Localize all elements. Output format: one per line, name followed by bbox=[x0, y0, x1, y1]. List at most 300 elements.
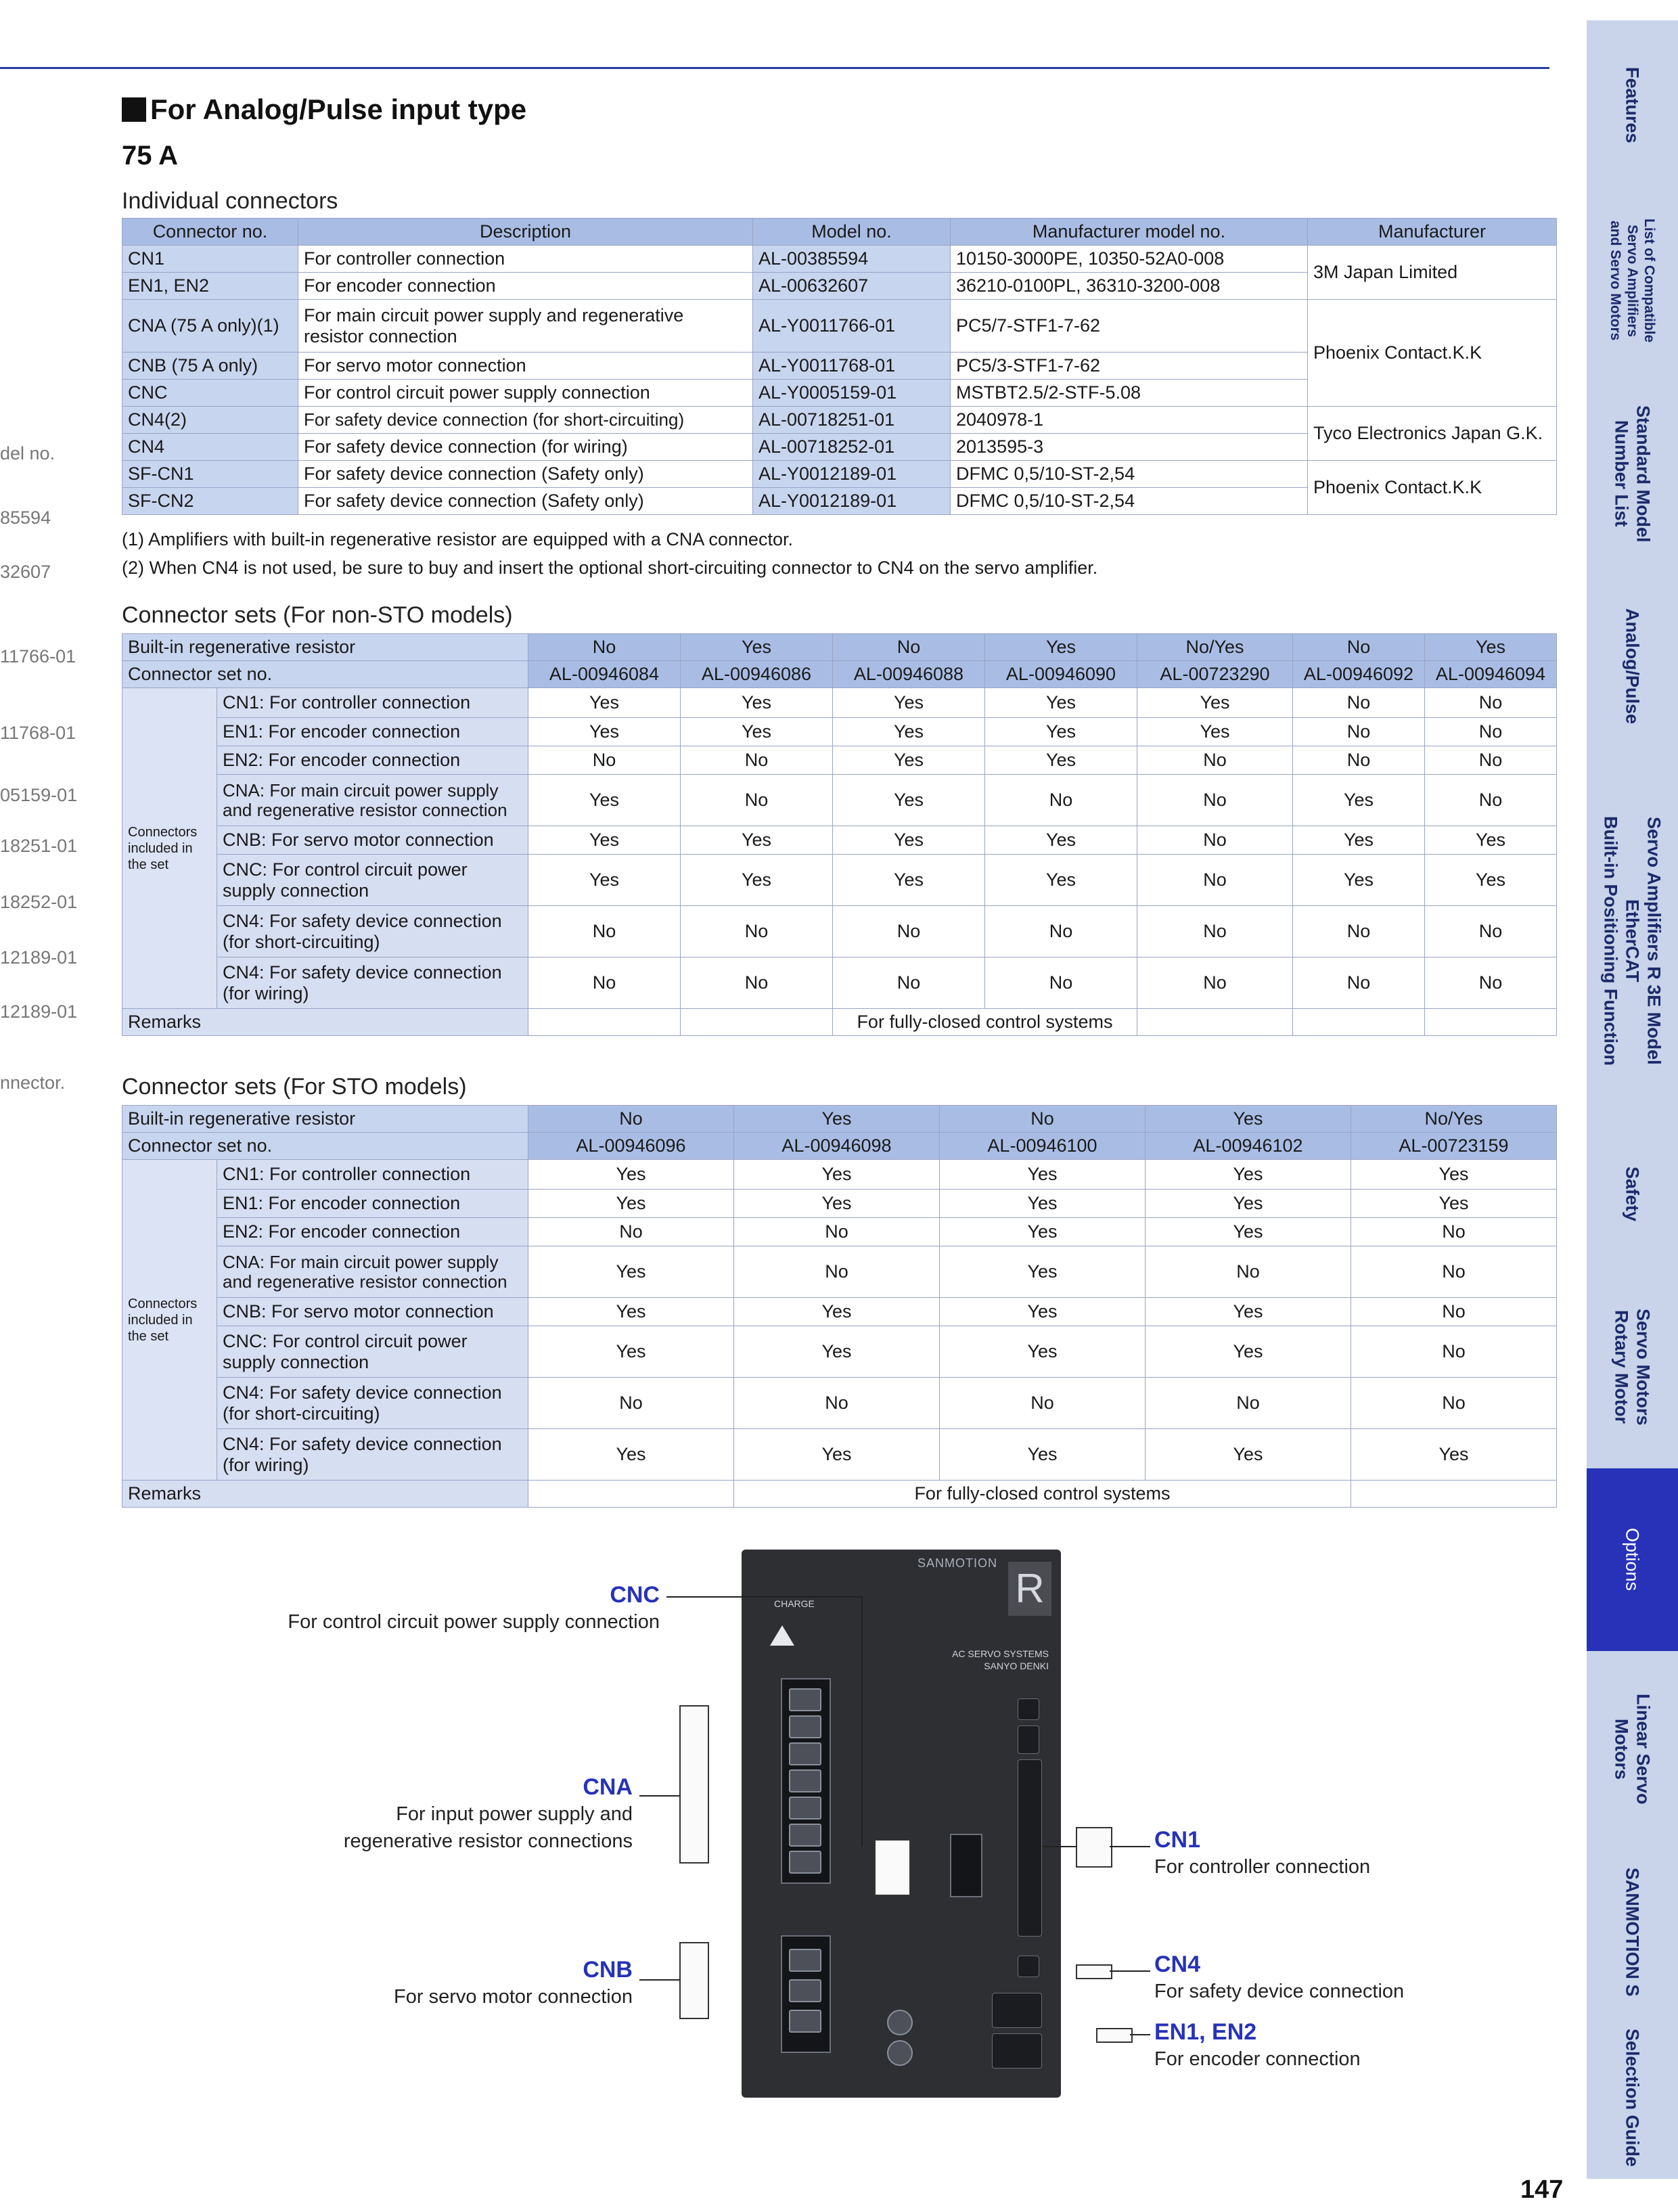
tab-servo-motors[interactable] bbox=[1587, 1265, 1678, 1472]
table-row bbox=[122, 407, 1557, 434]
ghost-text: 11766-01 bbox=[0, 646, 76, 667]
cell: No bbox=[833, 634, 985, 661]
cell: Yes bbox=[1293, 855, 1425, 906]
ghost-text: 12189-01 bbox=[0, 1001, 78, 1022]
cell: Yes bbox=[985, 746, 1137, 775]
cn1-plug-illustration bbox=[1076, 1827, 1112, 1868]
cell: Yes bbox=[1293, 775, 1425, 826]
cell: No bbox=[985, 957, 1137, 1009]
connector-no: CN1 bbox=[122, 246, 298, 273]
cell: Yes bbox=[528, 855, 681, 906]
table-row bbox=[122, 1429, 1557, 1481]
cell: Yes bbox=[1146, 1326, 1351, 1378]
ground-screw bbox=[887, 2010, 913, 2035]
row-label: CNC: For control circuit power supply connection bbox=[217, 855, 528, 906]
cell: No bbox=[1293, 634, 1425, 661]
cell: No bbox=[1425, 775, 1557, 826]
description: For safety device connection (Safety only) bbox=[298, 461, 753, 488]
cell: Yes bbox=[940, 1429, 1146, 1481]
table-row bbox=[122, 1009, 1557, 1036]
cell: Yes bbox=[734, 1429, 940, 1481]
tab-linear-servo[interactable] bbox=[1587, 1651, 1678, 1851]
tab-servo-amplifiers[interactable] bbox=[1587, 758, 1678, 1127]
en-plug-illustration bbox=[1096, 2028, 1133, 2043]
model-no: AL-00718251-01 bbox=[753, 407, 951, 434]
r-logo: R bbox=[1008, 1562, 1051, 1616]
leader-line bbox=[1110, 1846, 1150, 1847]
footnote: (2) When CN4 is not used, be sure to buy and insert the optional short-circuiting connector to CN4 on the servo amplifier. bbox=[122, 558, 1098, 578]
table-row bbox=[122, 688, 1557, 718]
connector-no: CNA (75 A only)(1) bbox=[122, 300, 298, 353]
table-row bbox=[122, 1298, 1557, 1326]
cell: No bbox=[1137, 826, 1293, 855]
non-sto-connector-sets-table bbox=[122, 633, 1557, 1036]
cell: Yes bbox=[1146, 1160, 1351, 1190]
description: For encoder connection bbox=[298, 273, 753, 300]
cell: Yes bbox=[1425, 634, 1557, 661]
column-header: Connector no. bbox=[122, 219, 298, 246]
ghost-text: 85594 bbox=[0, 507, 51, 528]
description: For servo motor connection bbox=[298, 353, 753, 380]
warning-icon bbox=[770, 1625, 794, 1646]
row-label: CN4: For safety device connection (for wiring) bbox=[217, 957, 528, 1009]
tab-selection-guide[interactable] bbox=[1587, 2016, 1678, 2182]
cell: Yes bbox=[1146, 1190, 1351, 1218]
callout-desc: For input power supply and bbox=[396, 1803, 633, 1825]
cell: No bbox=[1137, 957, 1293, 1009]
cell: No bbox=[681, 746, 833, 775]
callout-name: CN4 bbox=[1154, 1951, 1201, 1977]
cell: Yes bbox=[681, 634, 833, 661]
callout-desc: For safety device connection bbox=[1154, 1981, 1405, 2002]
cell: AL-00946102 bbox=[1146, 1133, 1351, 1160]
section-title-sto: Connector sets (For STO models) bbox=[122, 1074, 467, 1100]
individual-connectors-table bbox=[122, 218, 1557, 515]
cna-plug-illustration bbox=[679, 1705, 709, 1864]
table-row bbox=[122, 1246, 1557, 1298]
en1-port bbox=[992, 1993, 1042, 2028]
servo-amplifier-image bbox=[742, 1550, 1061, 2098]
description: For safety device connection (Safety only) bbox=[298, 488, 753, 515]
manufacturer-model: 2040978-1 bbox=[951, 407, 1308, 434]
cell: No bbox=[528, 746, 681, 775]
row-label: CNB: For servo motor connection bbox=[217, 826, 528, 855]
ghost-text: 11768-01 bbox=[0, 723, 76, 743]
section-title-individual: Individual connectors bbox=[122, 188, 338, 214]
cell: No/Yes bbox=[1351, 1106, 1557, 1133]
model-no: AL-Y0005159-01 bbox=[753, 380, 951, 407]
cell: No bbox=[940, 1378, 1146, 1429]
model-no: AL-Y0012189-01 bbox=[753, 488, 951, 515]
manufacturer-model: 36210-0100PL, 36310-3200-008 bbox=[951, 273, 1308, 300]
ghost-text: 05159-01 bbox=[0, 785, 78, 805]
row-label: CNA: For main circuit power supply and regenerative resistor connection bbox=[217, 1246, 528, 1298]
manufacturer-model: DFMC 0,5/10-ST-2,54 bbox=[951, 461, 1308, 488]
cell: No bbox=[1293, 746, 1425, 775]
terminal-pin bbox=[789, 1797, 821, 1820]
callout-cn1 bbox=[1154, 1827, 1370, 1880]
bullet-square-icon bbox=[122, 97, 146, 122]
cell: Yes bbox=[1425, 855, 1557, 906]
callout-en bbox=[1154, 2019, 1361, 2073]
cell: Yes bbox=[985, 855, 1137, 906]
cell: Yes bbox=[1351, 1160, 1557, 1190]
terminal-pin bbox=[789, 1742, 821, 1765]
row-label: Built-in regenerative resistor bbox=[122, 634, 528, 661]
callout-name: CN1 bbox=[1154, 1827, 1201, 1853]
leader-line bbox=[1130, 2034, 1150, 2035]
cell: No bbox=[1293, 957, 1425, 1009]
callout-name: CNC bbox=[610, 1582, 660, 1608]
row-label: CNA: For main circuit power supply and regenerative resistor connection bbox=[217, 775, 528, 826]
terminal-pin bbox=[789, 1949, 821, 1972]
cell: Yes bbox=[734, 1106, 940, 1133]
cell: Yes bbox=[985, 826, 1137, 855]
cell: No bbox=[985, 906, 1137, 957]
terminal-pin bbox=[789, 1688, 821, 1711]
row-label: EN2: For encoder connection bbox=[217, 746, 528, 775]
cell: Yes bbox=[681, 688, 833, 718]
cell: No bbox=[1146, 1246, 1351, 1298]
connector-no: CNC bbox=[122, 380, 298, 407]
cell: Yes bbox=[528, 826, 681, 855]
row-label: Connector set no. bbox=[122, 661, 528, 688]
table-row bbox=[122, 906, 1557, 957]
table-row bbox=[122, 661, 1557, 688]
page-title: For Analog/Pulse input type bbox=[122, 93, 526, 126]
manufacturer: Tyco Electronics Japan G.K. bbox=[1308, 407, 1557, 461]
table-row bbox=[122, 957, 1557, 1009]
manufacturer-model: 10150-3000PE, 10350-52A0-008 bbox=[951, 246, 1308, 273]
group-label: Connectors included in the set bbox=[122, 688, 217, 1009]
description: For main circuit power supply and regenerative resistor connection bbox=[298, 300, 753, 353]
callout-desc: regenerative resistor connections bbox=[343, 1830, 633, 1852]
cell: Yes bbox=[681, 826, 833, 855]
cell: No bbox=[528, 1378, 734, 1429]
cell: No/Yes bbox=[1137, 634, 1293, 661]
table-row bbox=[122, 718, 1557, 746]
model-no: AL-Y0011766-01 bbox=[753, 300, 951, 353]
cell: No bbox=[1293, 718, 1425, 746]
cell: Yes bbox=[940, 1190, 1146, 1218]
table-row bbox=[122, 1481, 1557, 1508]
description: For controller connection bbox=[298, 246, 753, 273]
cell: No bbox=[1425, 718, 1557, 746]
table-row bbox=[122, 1133, 1557, 1160]
tab-label: List of Compatible Servo Amplifiers and Servo Motors bbox=[1608, 219, 1657, 343]
ghost-text: 18251-01 bbox=[0, 836, 78, 856]
description: For control circuit power supply connection bbox=[298, 380, 753, 407]
manufacturer-model: PC5/3-STF1-7-62 bbox=[951, 353, 1308, 380]
cell: Yes bbox=[833, 855, 985, 906]
cell: Yes bbox=[528, 1190, 734, 1218]
table-row bbox=[122, 246, 1557, 273]
cn4-plug-illustration bbox=[1076, 1964, 1112, 1979]
tab-label: Safety bbox=[1622, 1167, 1643, 1222]
ghost-text: del no. bbox=[0, 443, 55, 464]
cell: No bbox=[734, 1218, 940, 1246]
ghost-text: nnector. bbox=[0, 1073, 66, 1093]
cell: Yes bbox=[681, 718, 833, 746]
table-row bbox=[122, 300, 1557, 353]
cell: AL-00946094 bbox=[1425, 661, 1557, 688]
cell: No bbox=[681, 775, 833, 826]
column-header: Manufacturer bbox=[1308, 219, 1557, 246]
model-no: AL-Y0012189-01 bbox=[753, 461, 951, 488]
table-row bbox=[122, 1218, 1557, 1246]
tab-safety[interactable] bbox=[1587, 1123, 1678, 1269]
cell: No bbox=[1425, 746, 1557, 775]
leader-line bbox=[1110, 1970, 1150, 1972]
callout-desc: For encoder connection bbox=[1154, 2048, 1361, 2070]
cell: Yes bbox=[985, 688, 1137, 718]
cn1-port bbox=[1018, 1759, 1042, 1937]
cell: No bbox=[1293, 906, 1425, 957]
cell: Yes bbox=[1137, 718, 1293, 746]
tab-compatible-list[interactable] bbox=[1587, 189, 1678, 376]
row-label: Connector set no. bbox=[122, 1133, 528, 1160]
cell: No bbox=[1351, 1378, 1557, 1429]
cell: Yes bbox=[1137, 688, 1293, 718]
side-navigation bbox=[1587, 20, 1678, 2179]
port bbox=[1018, 1725, 1039, 1754]
table-row bbox=[122, 1190, 1557, 1218]
cell: Yes bbox=[528, 688, 681, 718]
row-label: EN2: For encoder connection bbox=[217, 1218, 528, 1246]
cell: No bbox=[833, 957, 985, 1009]
tab-label: Features bbox=[1622, 66, 1643, 143]
tab-features[interactable] bbox=[1587, 20, 1678, 193]
cell: Yes bbox=[528, 1326, 734, 1378]
cell: AL-00723290 bbox=[1137, 661, 1293, 688]
group-label: Connectors included in the set bbox=[122, 1160, 217, 1481]
column-header: Model no. bbox=[753, 219, 951, 246]
row-label: CNC: For control circuit power supply connection bbox=[217, 1326, 528, 1378]
tab-standard-model[interactable] bbox=[1587, 372, 1678, 579]
leader-line bbox=[1042, 1846, 1076, 1847]
table-row bbox=[122, 775, 1557, 826]
cell: No bbox=[1351, 1326, 1557, 1378]
manufacturer-model: MSTBT2.5/2-STF-5.08 bbox=[951, 380, 1308, 407]
table-row bbox=[122, 855, 1557, 906]
row-label: CN1: For controller connection bbox=[217, 688, 528, 718]
cell: No bbox=[1137, 746, 1293, 775]
cell: Yes bbox=[528, 1298, 734, 1326]
row-label: Remarks bbox=[122, 1009, 528, 1036]
cell: No bbox=[940, 1106, 1146, 1133]
table-row bbox=[122, 1378, 1557, 1429]
cell: AL-00946086 bbox=[681, 661, 833, 688]
terminal-pin bbox=[789, 2010, 821, 2033]
cell: No bbox=[528, 634, 681, 661]
cell: Yes bbox=[734, 1298, 940, 1326]
cell: Yes bbox=[940, 1326, 1146, 1378]
cell: No bbox=[1137, 906, 1293, 957]
model-no: AL-Y0011768-01 bbox=[753, 353, 951, 380]
connector-no: EN1, EN2 bbox=[122, 273, 298, 300]
sto-connector-sets-table bbox=[122, 1105, 1557, 1508]
remarks-text: For fully-closed control systems bbox=[833, 1009, 1137, 1036]
cell: Yes bbox=[1351, 1190, 1557, 1218]
footnotes bbox=[122, 525, 1097, 582]
callout-name: CNA bbox=[583, 1774, 633, 1800]
footnote: (1) Amplifiers with built-in regenerative resistor are equipped with a CNA connector. bbox=[122, 529, 793, 549]
manufacturer: Phoenix Contact.K.K bbox=[1308, 461, 1557, 515]
cell: Yes bbox=[940, 1298, 1146, 1326]
cell: No bbox=[528, 906, 681, 957]
cell: AL-00946100 bbox=[940, 1133, 1146, 1160]
connector-no: CN4(2) bbox=[122, 407, 298, 434]
cell: Yes bbox=[1293, 826, 1425, 855]
cell: Yes bbox=[833, 718, 985, 746]
cell: Yes bbox=[528, 1429, 734, 1481]
cell: AL-00946096 bbox=[528, 1133, 734, 1160]
cell: Yes bbox=[1351, 1429, 1557, 1481]
cell: Yes bbox=[833, 746, 985, 775]
row-label: Built-in regenerative resistor bbox=[122, 1106, 528, 1133]
cell: AL-00946084 bbox=[528, 661, 681, 688]
cell: No bbox=[1146, 1378, 1351, 1429]
cn4-port bbox=[1018, 1956, 1039, 1977]
callout-name: CNB bbox=[583, 1957, 633, 1983]
callout-desc: For servo motor connection bbox=[394, 1986, 633, 2008]
cell: No bbox=[1425, 906, 1557, 957]
cell: Yes bbox=[734, 1326, 940, 1378]
table-row bbox=[122, 1160, 1557, 1190]
cell: Yes bbox=[528, 775, 681, 826]
cell: No bbox=[1351, 1298, 1557, 1326]
callout-name: EN1, EN2 bbox=[1154, 2019, 1257, 2045]
cell: No bbox=[734, 1378, 940, 1429]
row-label: CN4: For safety device connection (for short-circuiting) bbox=[217, 906, 528, 957]
cell: AL-00946098 bbox=[734, 1133, 940, 1160]
tab-options[interactable] bbox=[1587, 1468, 1678, 1654]
top-rule bbox=[0, 67, 1549, 69]
cell: Yes bbox=[940, 1218, 1146, 1246]
tab-analog-pulse[interactable] bbox=[1587, 575, 1678, 761]
row-label: CN4: For safety device connection (for wiring) bbox=[217, 1429, 528, 1481]
tab-label: SANMOTION S bbox=[1622, 1867, 1643, 1997]
terminal-pin bbox=[789, 1824, 821, 1847]
cell: No bbox=[1425, 688, 1557, 718]
cell: Yes bbox=[528, 1160, 734, 1190]
cell: Yes bbox=[681, 855, 833, 906]
row-label: CN4: For safety device connection (for short-circuiting) bbox=[217, 1378, 528, 1429]
cell: No bbox=[1293, 688, 1425, 718]
amp-maker: AC SERVO SYSTEMS SANYO DENKI bbox=[952, 1648, 1049, 1671]
model-no: AL-00385594 bbox=[753, 246, 951, 273]
connector-no: SF-CN1 bbox=[122, 461, 298, 488]
cell: Yes bbox=[1146, 1218, 1351, 1246]
table-row bbox=[122, 1326, 1557, 1378]
cell: No bbox=[528, 1106, 734, 1133]
cnc-plug-illustration bbox=[874, 1839, 911, 1896]
callout-cn4 bbox=[1154, 1951, 1404, 2005]
cell: Yes bbox=[940, 1246, 1146, 1298]
cell: Yes bbox=[985, 634, 1137, 661]
terminal-pin bbox=[789, 1769, 821, 1792]
callout-cna bbox=[344, 1774, 633, 1855]
remarks-text: For fully-closed control systems bbox=[734, 1481, 1351, 1508]
leader-line bbox=[639, 1795, 680, 1797]
cell: AL-00723159 bbox=[1351, 1133, 1557, 1160]
manufacturer-model: DFMC 0,5/10-ST-2,54 bbox=[951, 488, 1308, 515]
cell: AL-00946090 bbox=[985, 661, 1137, 688]
cell: Yes bbox=[734, 1190, 940, 1218]
cell: No bbox=[734, 1246, 940, 1298]
leader-line bbox=[639, 1979, 680, 1981]
cell: Yes bbox=[1146, 1298, 1351, 1326]
table-row bbox=[122, 634, 1557, 661]
manufacturer-model: PC5/7-STF1-7-62 bbox=[951, 300, 1308, 353]
model-no: AL-00632607 bbox=[753, 273, 951, 300]
tab-label: Servo Motors Rotary Motor bbox=[1611, 1308, 1654, 1426]
callout-cnb bbox=[394, 1957, 633, 2010]
terminal-pin bbox=[789, 1979, 821, 2002]
description: For safety device connection (for short-circuiting) bbox=[298, 407, 753, 434]
page-number: 147 bbox=[1520, 2175, 1564, 2204]
leader-line bbox=[666, 1596, 863, 1598]
cell: Yes bbox=[1146, 1429, 1351, 1481]
ground-screw bbox=[887, 2040, 913, 2066]
row-label: EN1: For encoder connection bbox=[217, 1190, 528, 1218]
cell: No bbox=[833, 906, 985, 957]
cell: No bbox=[528, 1218, 734, 1246]
tab-label: Linear Servo Motors bbox=[1611, 1694, 1654, 1805]
amp-brand: SANMOTION bbox=[917, 1556, 998, 1570]
row-label: Remarks bbox=[122, 1481, 528, 1508]
connector-no: CN4 bbox=[122, 434, 298, 461]
terminal-pin bbox=[789, 1851, 821, 1874]
column-header: Manufacturer model no. bbox=[951, 219, 1308, 246]
tab-label: Standard Model Number List bbox=[1611, 405, 1654, 543]
tab-label: Servo Amplifiers R 3E Model EtherCAT Built-in Positioning Function bbox=[1600, 815, 1664, 1066]
table-row bbox=[122, 826, 1557, 855]
terminal-pin bbox=[789, 1715, 821, 1738]
manufacturer: 3M Japan Limited bbox=[1308, 246, 1557, 300]
model-no: AL-00718252-01 bbox=[753, 434, 951, 461]
ghost-text: 32607 bbox=[0, 562, 51, 582]
cell: No bbox=[1425, 957, 1557, 1009]
cell: No bbox=[681, 957, 833, 1009]
cell: Yes bbox=[528, 718, 681, 746]
tab-label: Options bbox=[1622, 1528, 1643, 1592]
cell: Yes bbox=[985, 718, 1137, 746]
usb-port bbox=[1018, 1698, 1039, 1720]
cell: No bbox=[1351, 1218, 1557, 1246]
cell: AL-00946088 bbox=[833, 661, 985, 688]
description: For safety device connection (for wiring) bbox=[298, 434, 753, 461]
table-row bbox=[122, 461, 1557, 488]
connector-no: SF-CN2 bbox=[122, 488, 298, 515]
column-header: Description bbox=[298, 219, 753, 246]
cell: Yes bbox=[833, 775, 985, 826]
cell: Yes bbox=[833, 826, 985, 855]
charge-label: CHARGE bbox=[774, 1598, 815, 1609]
tab-label: Analog/Pulse bbox=[1622, 608, 1643, 725]
manufacturer: Phoenix Contact.K.K bbox=[1308, 300, 1557, 407]
table-row bbox=[122, 746, 1557, 775]
cell: No bbox=[1351, 1246, 1557, 1298]
callout-cnc bbox=[288, 1582, 660, 1635]
tab-sanmotion-s[interactable] bbox=[1587, 1847, 1678, 2020]
cell: AL-00946092 bbox=[1293, 661, 1425, 688]
cell: No bbox=[985, 775, 1137, 826]
leader-line bbox=[861, 1596, 863, 1847]
cell: Yes bbox=[1425, 826, 1557, 855]
cell: No bbox=[528, 957, 681, 1009]
connector-no: CNB (75 A only) bbox=[122, 353, 298, 380]
